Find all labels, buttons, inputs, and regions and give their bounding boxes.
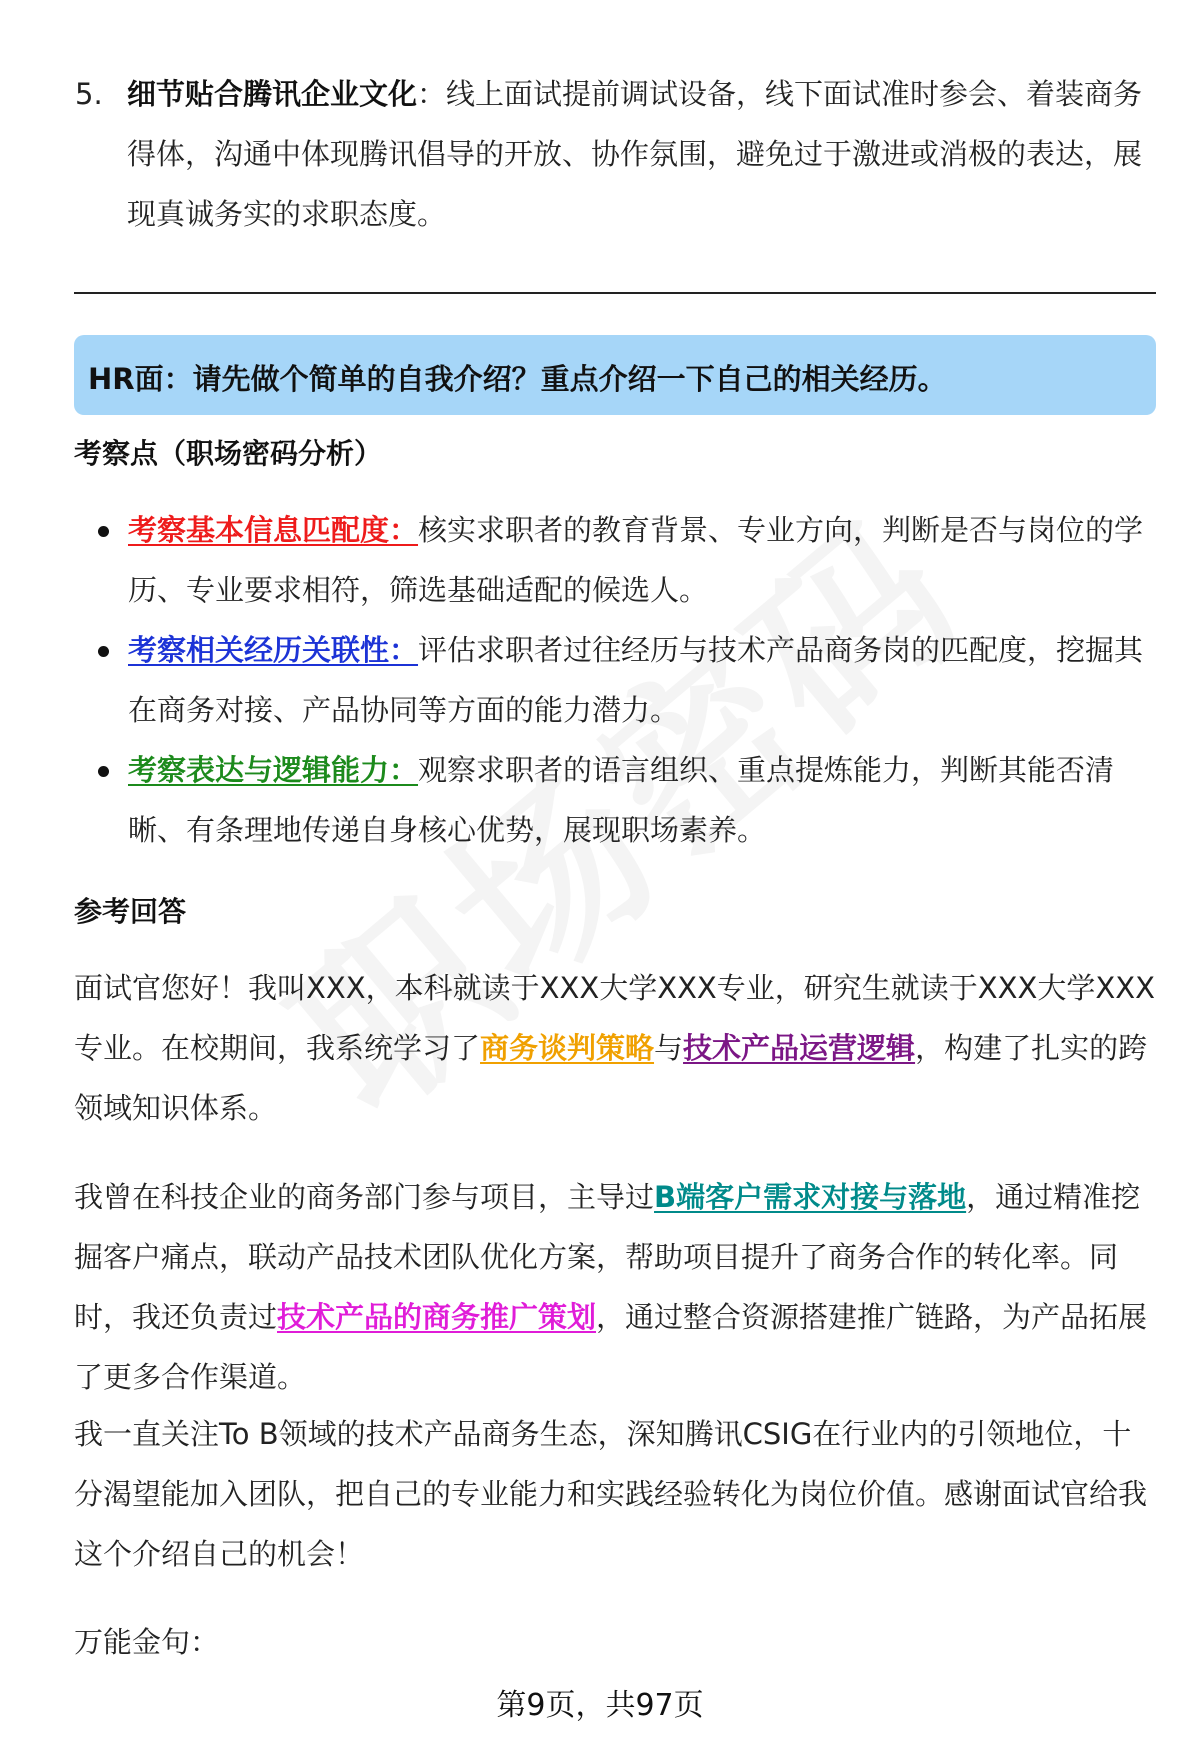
bullet-text: 观察求职者的语言组织、重点提炼能力，判断其能否清晰、有条理地传递自身核心优势，展现职场素养。: [128, 753, 1115, 847]
answer-paragraph-1: [74, 958, 1156, 1138]
highlight-term: B端客户需求对接与落地: [654, 1180, 967, 1214]
answer-paragraph-3: 我一直关注To B领域的技术产品商务生态，深知腾讯CSIG在行业内的引领地位，十分渴望能加入团队，把自己的专业能力和实践经验转化为岗位价值。感谢面试官给我这个介绍自己的机会！: [74, 1417, 1148, 1571]
answer-text: ，通过精准挖掘客户痛点，联动产品技术团队优化方案，帮助项目提升了商务合作的转化率。同时，我还负责过: [74, 1180, 1141, 1334]
bullet-label: 考察基本信息匹配度：: [128, 513, 419, 547]
item-body: [127, 64, 1145, 244]
answer-paragraph-2: [74, 1167, 1156, 1407]
exam-points-list: [74, 500, 1156, 860]
item-text: ：线上面试提前调试设备，线下面试准时参会、着装商务得体，沟通中体现腾讯倡导的开放、协作氛围，避免过于激进或消极的表达，展现真诚务实的求职态度。: [127, 77, 1143, 231]
question-text: HR面：请先做个简单的自我介绍？重点介绍一下自己的相关经历。: [88, 362, 947, 396]
highlight-term: 技术产品运营逻辑: [683, 1031, 916, 1065]
answer-text: ，通过整合资源搭建推广链路，为产品拓展了更多合作渠道。: [74, 1300, 1148, 1394]
answer-text: 我曾在科技企业的商务部门参与项目，主导过: [74, 1180, 655, 1214]
answer-text: 与: [654, 1031, 684, 1065]
numbered-item: [75, 64, 1145, 244]
bullet-label: 考察表达与逻辑能力：: [128, 753, 419, 787]
page-footer: 第9页，共97页: [496, 1688, 704, 1723]
item-title: 细节贴合腾讯企业文化: [127, 77, 418, 111]
bullet-text: 评估求职者过往经历与技术产品商务岗的匹配度，挖掘其在商务对接、产品协同等方面的能力潜力。: [128, 633, 1144, 727]
list-item: [74, 500, 1156, 620]
bullet-dot: [98, 766, 109, 777]
item-number: 5.: [75, 77, 103, 111]
golden-sentence-heading: 万能金句：: [74, 1625, 220, 1659]
bullet-dot: [98, 526, 109, 537]
bullet-text: 核实求职者的教育背景、专业方向，判断是否与岗位的学历、专业要求相符，筛选基础适配的候选人。: [128, 513, 1144, 607]
list-item: [74, 620, 1156, 740]
highlight-term: 商务谈判策略: [480, 1031, 655, 1065]
answer-text: 面试官您好！我叫XXX，本科就读于XXX大学XXX专业，研究生就读于XXX大学XXX专业。在校期间，我系统学习了: [74, 971, 1156, 1065]
bullet-dot: [98, 646, 109, 657]
highlight-term: 技术产品的商务推广策划: [277, 1300, 597, 1334]
list-item: [74, 740, 1156, 860]
section-heading-exam-points: 考察点（职场密码分析）: [74, 437, 383, 470]
answer-text: ，构建了扎实的跨领域知识体系。: [74, 1031, 1148, 1125]
horizontal-divider: [74, 292, 1156, 294]
question-banner: [74, 335, 1156, 415]
bullet-label: 考察相关经历关联性：: [128, 633, 419, 667]
section-heading-reference-answer: 参考回答: [74, 895, 187, 928]
